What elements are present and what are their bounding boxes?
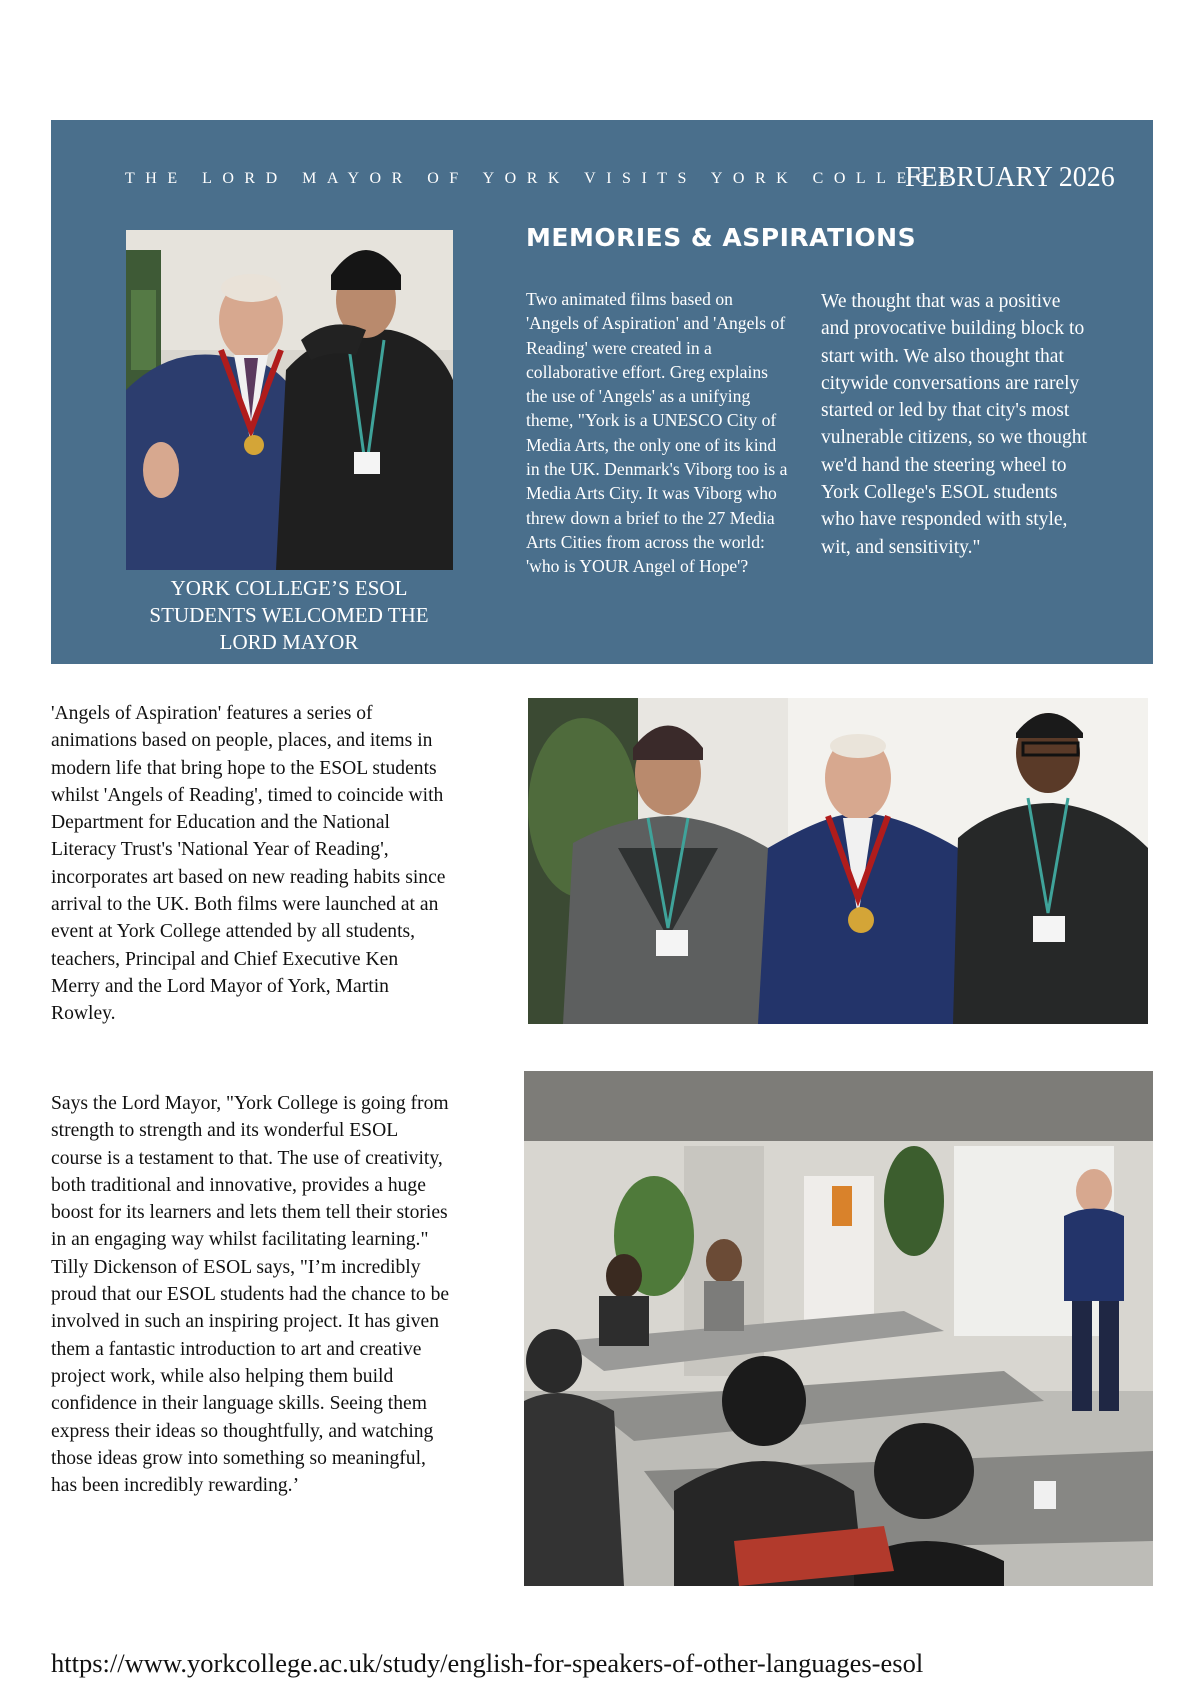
header-banner xyxy=(51,120,1153,664)
article-quotes xyxy=(51,1090,451,1499)
mayor-and-student-photo xyxy=(126,230,453,570)
banner-column-right: We thought that was a positive and provocative building block to start with. We also thought that citywide conversations are rarely started or led by that city's most vulnerable citizens, so we thought we'd hand the steering wheel to York College's ESOL students who have responded with style, wit, and sensitivity." xyxy=(821,291,1087,558)
group-photo xyxy=(528,698,1148,1024)
section-headline: MEMORIES & ASPIRATIONS xyxy=(526,223,917,252)
article-paragraph-2: Says the Lord Mayor, "York College is going from strength to strength and its wonderful ESOL course is a testament to that. The use of creativity, both traditional and innovative, provides a huge boost for its learners and lets them tell their stories in an engaging way whilst facilitating learning." xyxy=(51,1093,449,1251)
issue-date: FEBRUARY 2026 xyxy=(905,162,1115,193)
banner-kicker: THE LORD MAYOR OF YORK VISITS YORK COLLEGE xyxy=(125,170,960,187)
article-paragraph-3: Tilly Dickenson of ESOL says, "I’m incredibly proud that our ESOL students had the chance to be involved in such an inspiring project. It has given them a fantastic introduction to art and creative project work, while also helping them build confidence in their language skills. Seeing them express their ideas so thoughtfully, and watching those ideas grow into something so meaningful, has been incredibly rewarding.’ xyxy=(51,1256,450,1497)
footer-url: https://www.yorkcollege.ac.uk/study/english-for-speakers-of-other-languages-esol xyxy=(51,1648,924,1678)
article-paragraph-1: 'Angels of Aspiration' features a series of animations based on people, places, and items in modern life that bring hope to the ESOL students whilst 'Angels of Reading', timed to coincide with Department for Education and the National Literacy Trust's 'National Year of Reading', incorporates art based on new reading habits since arrival to the UK. Both films were launched at an event at York College attended by all students, teachers, Principal and Chief Executive Ken Merry and the Lord Mayor of York, Martin Rowley. xyxy=(51,703,446,1025)
photo-caption: YORK COLLEGE’S ESOL STUDENTS WELCOMED THE LORD MAYOR xyxy=(149,576,429,654)
banner-column-left: Two animated films based on 'Angels of Aspiration' and 'Angels of Reading' were created in a collaborative effort. Greg explains the use of 'Angels' as a unifying theme, "York is a UNESCO City of Media Arts, the only one of its kind in the UK. Denmark's Viborg too is a Media Arts City. It was Viborg who threw down a brief to the 27 Media Arts Cities from across the world: 'who is YOUR Angel of Hope'? xyxy=(526,289,788,577)
classroom-photo xyxy=(524,1071,1153,1586)
